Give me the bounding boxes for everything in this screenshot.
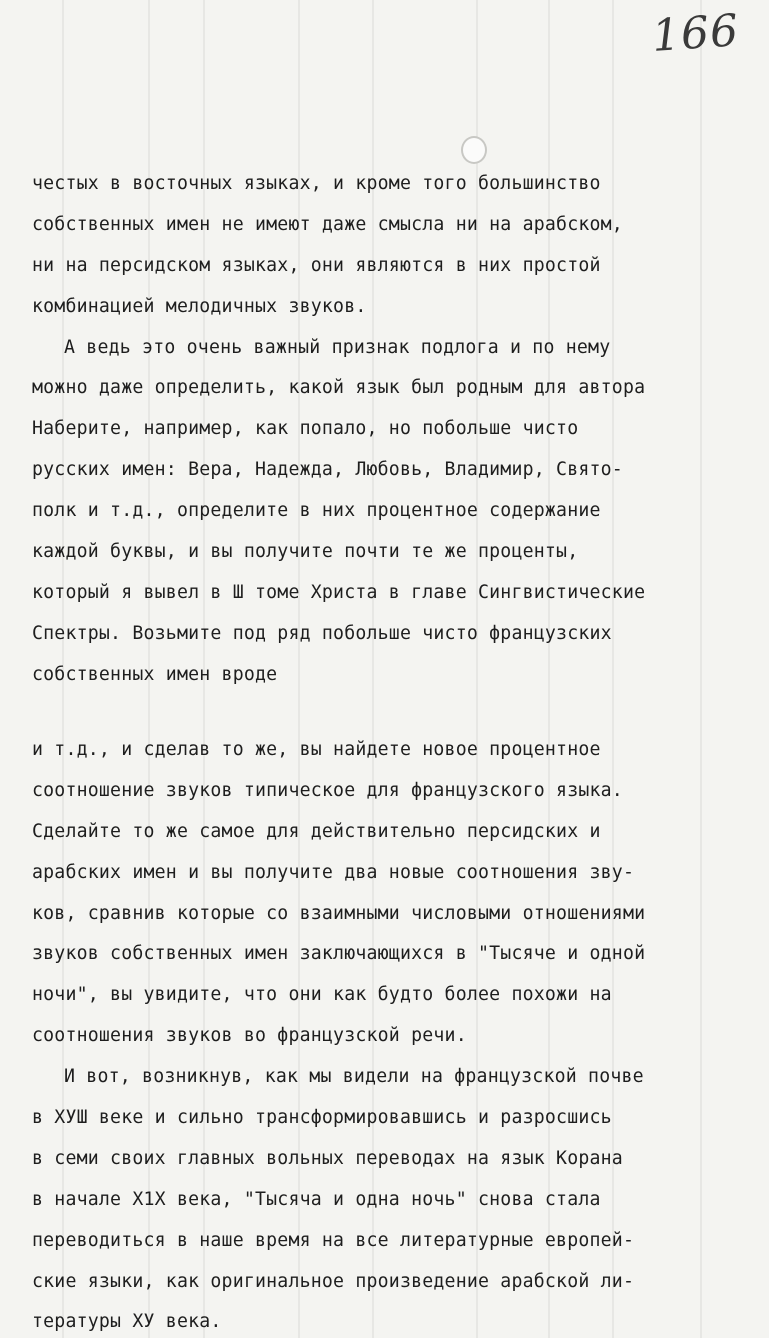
punch-hole: [461, 136, 487, 164]
text-line: А ведь это очень важный признак подлога и по нему: [64, 336, 611, 358]
text-line: собственных имен не имеют даже смысла ни на арабском,: [32, 213, 623, 235]
text-line: в семи своих главных вольных переводах на язык Корана: [32, 1147, 623, 1169]
text-line: переводиться в наше время на все литературные европей-: [32, 1229, 635, 1251]
text-block-bottom: [32, 730, 758, 1338]
text-line: можно даже определить, какой язык был родным для автора: [32, 377, 646, 399]
text-line: и т.д., и сделав то же, вы найдете новое процентное: [32, 739, 601, 760]
text-line: Сделайте то же самое для действительно персидских и: [32, 820, 601, 842]
text-line: звуков собственных имен заключающихся в "Тысяче и одной: [32, 943, 646, 965]
text-line: собственных имен вроде: [32, 663, 278, 685]
text-line: комбинацией мелодичных звуков.: [32, 295, 367, 317]
text-line: Наберите, например, как попало, но побольше чисто: [32, 418, 579, 440]
text-line: ночи", вы увидите, что они как будто более похожи на: [32, 984, 612, 1006]
text-line: в ХУШ веке и сильно трансформировавшись и разросшись: [32, 1107, 612, 1129]
text-line: каждой буквы, и вы получите почти те же проценты,: [32, 541, 579, 563]
text-line: соотношения звуков во французской речи.: [32, 1025, 467, 1047]
text-line: ков, сравнив которые со взаимными числовыми отношениями: [32, 902, 646, 924]
text-line: арабских имен и вы получите два новые соотношения зву-: [32, 861, 635, 883]
text-line: тературы ХУ века.: [32, 1311, 222, 1333]
text-line: ни на персидском языках, они являются в них простой: [32, 254, 601, 276]
text-line: полк и т.д., определите в них процентное содержание: [32, 500, 601, 522]
text-line: честых в восточных языках, и кроме того большинство: [32, 173, 601, 194]
text-line: ские языки, как оригинальное произведение арабской ли-: [32, 1270, 635, 1292]
handwritten-page-number: 166: [650, 5, 741, 62]
text-line: который я вывел в Ш томе Христа в главе Сингвистические: [32, 581, 646, 603]
text-line: соотношение звуков типическое для французского языка.: [32, 779, 623, 801]
text-line: русских имен: Вера, Надежда, Любовь, Владимир, Свято-: [32, 459, 623, 481]
text-line: Спектры. Возьмите под ряд побольше чисто французских: [32, 622, 612, 644]
text-block-top: [32, 164, 758, 696]
text-line: И вот, возникнув, как мы видели на французской почве: [64, 1066, 644, 1088]
text-line: в начале Х1Х века, "Тысяча и одна ночь" снова стала: [32, 1188, 601, 1210]
